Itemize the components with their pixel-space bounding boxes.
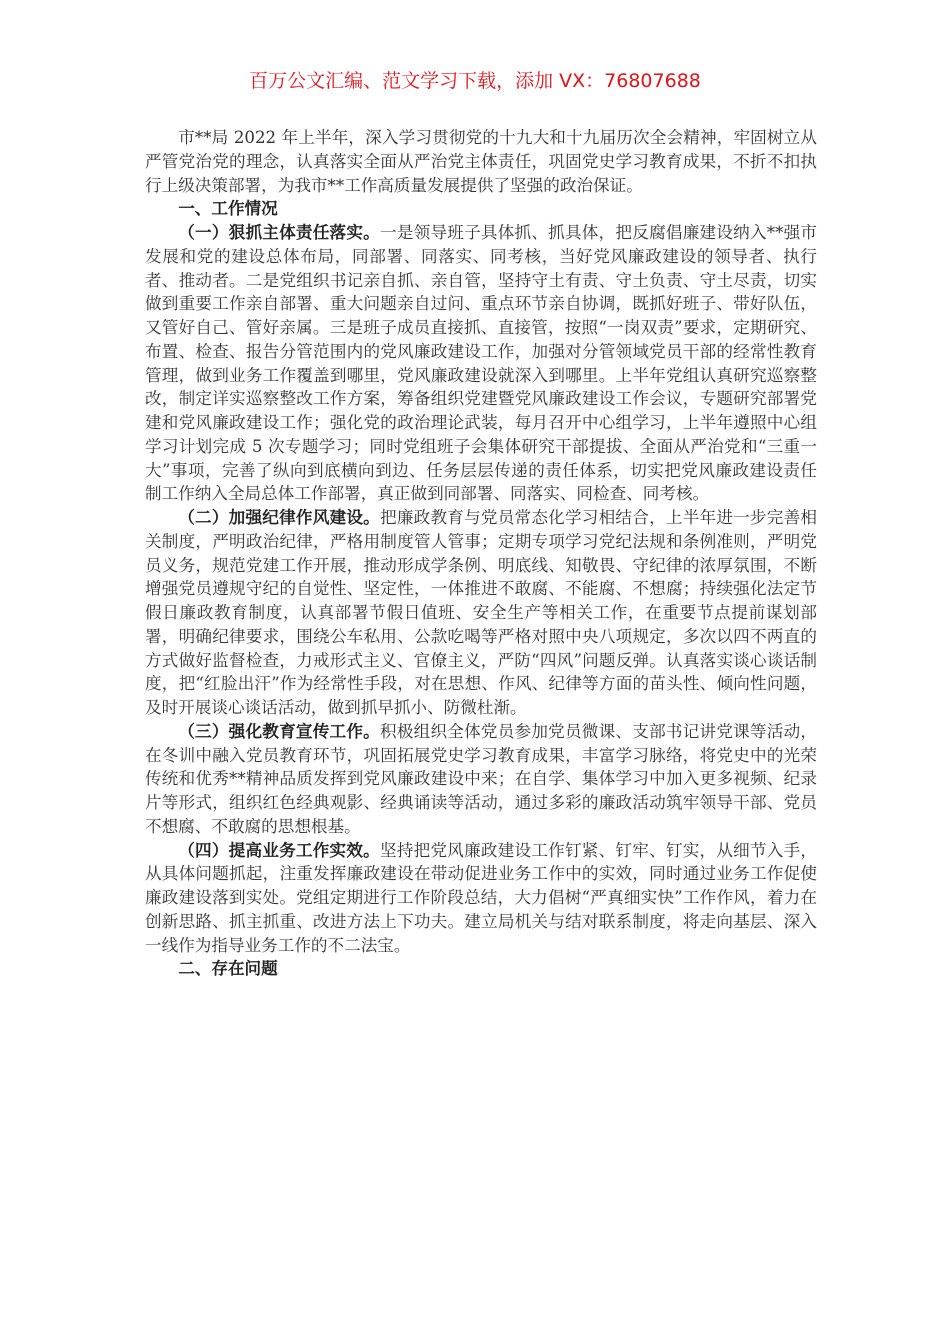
item-paragraph-4	[145, 839, 817, 958]
item-title-2: （二）加强纪律作风建设。	[178, 508, 380, 527]
item-title-4: （四）提高业务工作实效。	[178, 840, 380, 860]
item-paragraph-2	[145, 506, 817, 720]
item-body-1: 一是领导班子具体抓、抓具体，把反腐倡廉建设纳入**强市发展和党的建设总体布局，同部署、同落实、同考核，当好党风廉政建设的领导者、执行者、推动者。二是党组织书记亲自抓、亲自管，坚持守土有责、守土负责、守土尽责，切实做到重要工作亲自部署、重大问题亲自过问、重点环节亲自协调，既抓好班子、带好队伍，又管好自己、管好亲属。三是班子成员直接抓、直接管，按照“一岗双责”要求，定期研究、布置、检查、报告分管范围内的党风廉政建设工作，加强对分管领域党员干部的经常性教育管理，做到业务工作覆盖到哪里，党风廉政建设就深入到哪里。上半年党组认真研究巡察整改，制定详实巡察整改工作方案，筹备组织党建暨党风廉政建设工作会议，专题研究部署党建和党风廉政建设工作；强化党的政治理论武装，每月召开中心组学习，上半年遵照中心组学习计划完成 5 次专题学习；同时党组班子会集体研究干部提拔、全面从严治党和“三重一大”事项，完善了纵向到底横向到边、任务层层传递的责任体系，切实把党风廉政建设责任制工作纳入全局总体工作部署，真正做到同部署、同落实、同检查、同考核。	[145, 223, 818, 504]
watermark-banner: 百万公文汇编、范文学习下载，添加 VX：76807688	[249, 70, 701, 92]
intro-paragraph: 市**局 2022 年上半年，深入学习贯彻党的十九大和十九届历次全会精神，牢固树立从严管党治党的理念，认真落实全面从严治党主体责任，巩固党史学习教育成果，不折不扣执行上级决策部署，为我市**工作高质量发展提供了坚强的政治保证。	[145, 128, 817, 195]
section-heading-problems: 二、存在问题	[178, 959, 278, 979]
item-paragraph-1	[145, 221, 817, 506]
document-body	[145, 126, 817, 981]
item-body-3: 积极组织全体党员参加党员微课、支部书记讲党课等活动，在冬训中融入党员教育环节，巩固拓展党史学习教育成果，丰富学习脉络，将党史中的光荣传统和优秀**精神品质发挥到党风廉政建设中来；在自学、集体学习中加入更多视频、纪录片等形式，组织红色经典观影、经典诵读等活动，通过多彩的廉政活动筑牢领导干部、党员不想腐、不敢腐的思想根基。	[145, 721, 818, 836]
item-title-1: （一）狠抓主体责任落实。	[178, 223, 380, 242]
item-paragraph-3	[145, 720, 817, 839]
section-heading-work-status: 一、工作情况	[178, 199, 278, 219]
item-title-3: （三）强化教育宣传工作。	[178, 721, 380, 741]
item-body-2: 把廉政教育与党员常态化学习相结合，上半年进一步完善相关制度，严明政治纪律，严格用制度管人管事；定期专项学习党纪法规和条例准则，严明党员义务，规范党建工作开展，推动形成学条例、明底线、知敬畏、守纪律的浓厚氛围，不断增强党员遵规守纪的自觉性、坚定性，一体推进不敢腐、不能腐、不想腐；持续强化法定节假日廉政教育制度，认真部署节假日值班、安全生产等相关工作，在重要节点提前谋划部署，明确纪律要求，围绕公车私用、公款吃喝等严格对照中央八项规定，多次以四不两直的方式做好监督检查，力戒形式主义、官僚主义，严防“四风”问题反弹。认真落实谈心谈话制度，把“红脸出汗”作为经常性手段，对在思想、作风、纪律等方面的苗头性、倾向性问题，及时开展谈心谈话活动，做到抓早抓小、防微杜渐。	[145, 508, 818, 717]
item-body-4: 坚持把党风廉政建设工作钉紧、钉牢、钉实，从细节入手，从具体问题抓起，注重发挥廉政建设在带动促进业务工作中的实效，同时通过业务工作促使廉政建设落到实处。党组定期进行工作阶段总结，大力倡树“严真细实快”工作作风，着力在创新思路、抓主抓重、改进方法上下功夫。建立局机关与结对联系制度，将走向基层、深入一线作为指导业务工作的不二法宝。	[145, 840, 818, 955]
